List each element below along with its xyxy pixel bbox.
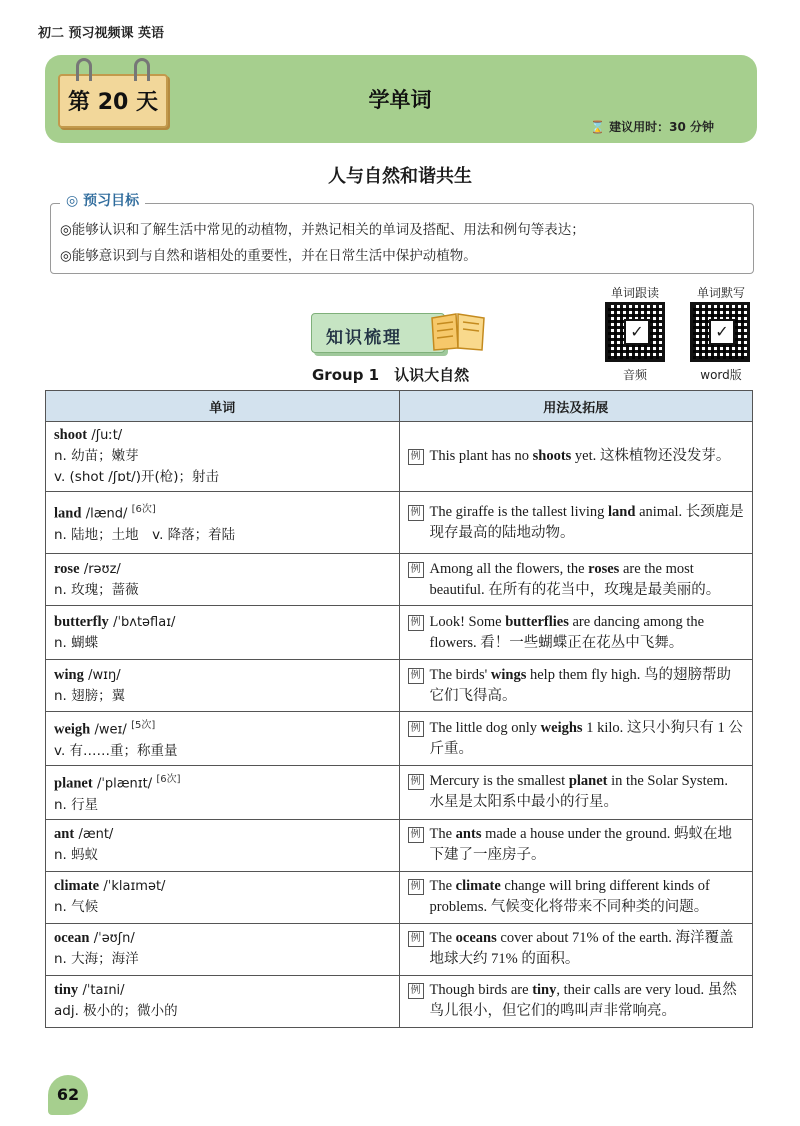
example-sentence: The oceans cover about 71% of the earth. 海洋覆盖地球大约 71% 的面积。 [429,930,734,967]
knowledge-banner: 知识梳理 [311,313,445,353]
example-mark-icon: 例 [408,668,424,684]
column-header: 单词 [46,391,400,422]
table-row [46,712,753,766]
example-mark-icon: 例 [408,774,424,790]
word-definition: n. 幼苗；嫩芽 [54,448,139,464]
qr-bottom-label: 音频 [622,368,647,382]
word: wing [54,666,84,683]
exam-frequency: [5次] [131,720,156,732]
column-header: 用法及拓展 [399,391,753,422]
pronunciation: /ˈklaɪmət/ [103,879,166,894]
pronunciation: /ˈplænɪt/ [96,776,153,792]
hourglass-icon: ⌛ [590,120,605,134]
example-mark-icon: 例 [408,505,424,521]
word: planet [54,775,93,792]
qr-code-word[interactable] [690,302,750,362]
example-sentence: The climate change will bring different kinds of problems. 气候变化将带来不同种类的问题。 [429,878,710,915]
qr-bottom-label: word版 [700,368,742,382]
word-cell [46,422,400,492]
usage-cell [399,923,753,975]
keyword: oceans [455,930,497,946]
word-definition: n. 玫瑰；蔷薇 [54,581,139,598]
usage-cell [399,975,753,1027]
usage-cell [399,554,753,606]
target-icon: ◎ [66,193,79,209]
word: climate [54,878,100,894]
keyword: tiny [532,982,557,998]
qr-top-label: 单词默写 [696,286,745,300]
banner-title: 学单词 [368,88,432,112]
example-mark-icon: 例 [408,615,424,631]
word-definition: n. 行星 [54,796,99,813]
example-sentence: The giraffe is the tallest living land animal. 长颈鹿是现存最高的陆地动物。 [429,503,744,541]
qr-top-label: 单词跟读 [610,286,659,300]
word: tiny [54,982,79,998]
example-mark-icon: 例 [408,562,424,578]
example-sentence: The birds' wings help them fly high. 鸟的翅膀帮助它们飞得高。 [429,666,731,704]
header-tag: 初二 预习视频课 英语 [38,26,165,41]
keyword: land [608,503,636,520]
example-mark-icon: 例 [408,827,424,843]
example-sentence: Among all the flowers, the roses are the most beautiful. 在所有的花当中，玫瑰是最美丽的。 [429,560,721,598]
word-cell [46,712,400,766]
example-mark-icon: 例 [408,879,424,895]
example-sentence: Look! Some butterflies are dancing among the flowers. 看！一些蝴蝶正在花丛中飞舞。 [429,613,705,651]
page-number: 62 [48,1075,88,1115]
usage-cell [399,819,753,871]
pronunciation: /lænd/ [85,506,128,522]
word-cell [46,660,400,712]
time-note: ⌛ 建议用时：30 分钟 [590,120,715,134]
word-definition: n. 陆地；土地 v. 降落；着陆 [54,526,236,543]
table-row [46,660,753,712]
exam-frequency: [6次] [131,504,156,516]
table-row [46,975,753,1027]
keyword: butterflies [505,613,569,630]
table-row [46,923,753,975]
pronunciation: /weɪ/ [94,722,127,738]
word: shoot [54,427,88,443]
example-sentence: This plant has no shoots yet. 这株植物还没发芽。 [429,448,731,464]
example-sentence: Mercury is the smallest planet in the Solar System. 水星是太阳系中最小的行星。 [429,773,728,811]
word-definition: n. 气候 [54,899,99,915]
keyword: shoots [532,448,572,464]
usage-cell [399,660,753,712]
word-cell [46,554,400,606]
pronunciation: /ʃuːt/ [91,428,123,443]
word-cell [46,871,400,923]
example-mark-icon: 例 [408,721,424,737]
goal-title: ◎ 预习目标 [60,190,145,210]
keyword: planet [568,773,608,790]
keyword: ants [455,826,482,842]
table-row [46,492,753,554]
keyword: roses [588,560,620,577]
usage-cell [399,871,753,923]
word-cell [46,819,400,871]
word: weigh [54,721,91,738]
usage-cell [399,492,753,554]
word-definition: v. 有……重；称重量 [54,742,178,759]
table-row [46,606,753,660]
vocab-table [45,390,753,1028]
check-icon: ✓ [709,319,735,345]
keyword: climate [455,878,501,894]
calendar-ring-icon [76,58,92,81]
goal-item: ◎能够认识和了解生活中常见的动植物，并熟记相关的单词及搭配、用法和例句等表达； [60,222,585,238]
word: rose [54,560,80,577]
example-sentence: Though birds are tiny, their calls are very loud. 虽然鸟儿很小，但它们的鸣叫声非常响亮。 [429,982,737,1019]
table-row [46,554,753,606]
day-card [58,74,168,128]
day-label: 第 20 天 [68,90,158,115]
word-cell [46,766,400,820]
word-definition: n. 蝴蝶 [54,634,99,651]
example-sentence: The little dog only weighs 1 kilo. 这只小狗只有 1 公斤重。 [429,719,743,757]
group-title: Group 1 认识大自然 [312,366,470,384]
word-definition: n. 蚂蚁 [54,847,99,863]
keyword: wings [490,666,527,683]
book-icon [428,310,488,352]
word-cell [46,492,400,554]
table-row [46,422,753,492]
pronunciation: /ænt/ [78,827,114,842]
exam-frequency: [6次] [156,774,181,785]
pronunciation: /rəʊz/ [83,561,121,577]
example-sentence: The ants made a house under the ground. 蚂蚁在地下建了一座房子。 [429,826,732,863]
goal-item: ◎能够意识到与自然和谐相处的重要性，并在日常生活中保护动植物。 [60,248,477,264]
word-cell [46,975,400,1027]
pronunciation: /ˈtaɪni/ [82,983,125,998]
usage-cell [399,766,753,820]
word-definition: v. (shot /ʃɒt/)开(枪)；射击 [54,469,220,485]
subject-title: 人与自然和谐共生 [328,166,472,187]
pronunciation: /wɪŋ/ [88,667,121,683]
example-mark-icon: 例 [408,449,424,465]
pronunciation: /ˈəʊʃn/ [93,931,135,946]
word-cell [46,923,400,975]
keyword: weighs [540,719,583,736]
word-cell [46,606,400,660]
usage-cell [399,712,753,766]
pronunciation: /ˈbʌtəflaɪ/ [113,614,176,630]
qr-code-audio[interactable] [605,302,665,362]
word: ocean [54,930,90,946]
word-definition: adj. 极小的；微小的 [54,1003,178,1019]
check-icon: ✓ [624,319,650,345]
word: land [54,505,82,522]
example-mark-icon: 例 [408,983,424,999]
usage-cell [399,422,753,492]
usage-cell [399,606,753,660]
word: ant [54,826,75,842]
word: butterfly [54,613,109,630]
word-definition: n. 翅膀；翼 [54,687,126,704]
example-mark-icon: 例 [408,931,424,947]
table-row [46,871,753,923]
table-row [46,766,753,820]
calendar-ring-icon [134,58,150,81]
table-row [46,819,753,871]
word-definition: n. 大海；海洋 [54,951,139,967]
